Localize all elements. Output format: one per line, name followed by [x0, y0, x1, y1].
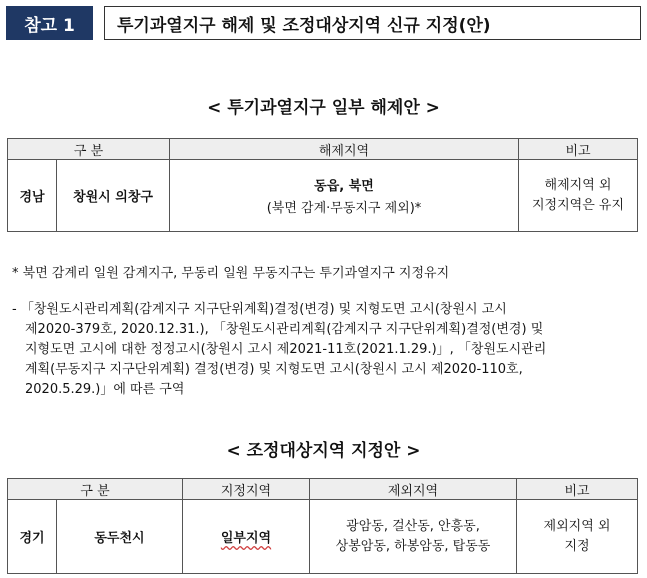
remark-line: 제외지역 외: [543, 518, 611, 534]
section1-title: < 투기과열지구 일부 해제안 >: [207, 98, 440, 118]
document-title: 투기과열지구 해제 및 조정대상지역 신규 지정(안): [104, 6, 641, 40]
header-category: 구 분: [8, 139, 170, 160]
release-area-cell: [170, 160, 519, 232]
reference-line: 계획(무동지구 지구단위계획) 결정(변경) 및 지형도면 고시(창원시 고시 제2020-110호,: [25, 362, 523, 377]
remark-cell: [517, 500, 638, 574]
document-header: [6, 6, 491, 40]
province-cell: 경남: [8, 160, 57, 232]
remark-cell: [519, 160, 638, 232]
province-cell: 경기: [8, 500, 57, 574]
header-remark: 비고: [519, 139, 638, 160]
reference-line: 지형도면 고시에 대한 정정고시(창원시 고시 제2021-11호(2021.1.29.)」, 「창원도시관리: [25, 342, 547, 357]
city-cell: 창원시 의창구: [57, 160, 170, 232]
excluded-line: 광암동, 걸산동, 안흥동,: [346, 518, 480, 534]
table-row: [8, 160, 638, 232]
release-area-sub: (북면 감계·무동지구 제외)*: [266, 201, 422, 216]
reference-line: 제2020-379호, 2020.12.31.), 「창원도시관리계획(감계지구 지구단위계획)결정(변경) 및: [25, 322, 544, 337]
header-release-area: 해제지역: [170, 139, 519, 160]
remark-line: 해제지역 외: [544, 177, 612, 193]
excluded-line: 상봉암동, 하봉암동, 탑동동: [335, 538, 491, 554]
table-header-row: [8, 479, 638, 500]
section2-title: < 조정대상지역 지정안 >: [226, 441, 421, 461]
header-category: 구 분: [8, 479, 183, 500]
reference-badge: 참고 1: [6, 6, 93, 40]
designation-table: [7, 478, 638, 574]
city-cell: 동두천시: [57, 500, 183, 574]
reference-paragraph: [12, 300, 640, 400]
table-row: [8, 500, 638, 574]
reference-line: - 「창원도시관리계획(감계지구 지구단위계획)결정(변경) 및 지형도면 고시(창원시 고시: [12, 302, 507, 317]
table-header-row: [8, 139, 638, 160]
footnote: * 북면 감계리 일원 감계지구, 무동리 일원 무동지구는 투기과열지구 지정유지: [12, 266, 450, 281]
header-excluded-area: 제외지역: [310, 479, 517, 500]
excluded-area-cell: [310, 500, 517, 574]
header-remark: 비고: [517, 479, 638, 500]
remark-line: 지정지역은 유지: [531, 197, 625, 213]
release-area-main: 동읍, 북면: [314, 179, 374, 194]
designated-area-text: 일부지역: [220, 531, 272, 546]
release-table: [7, 138, 638, 232]
header-designated-area: 지정지역: [183, 479, 310, 500]
remark-line: 지정: [564, 538, 590, 554]
reference-line: 2020.5.29.)」에 따른 구역: [25, 382, 185, 397]
designated-area-cell: [183, 500, 310, 574]
